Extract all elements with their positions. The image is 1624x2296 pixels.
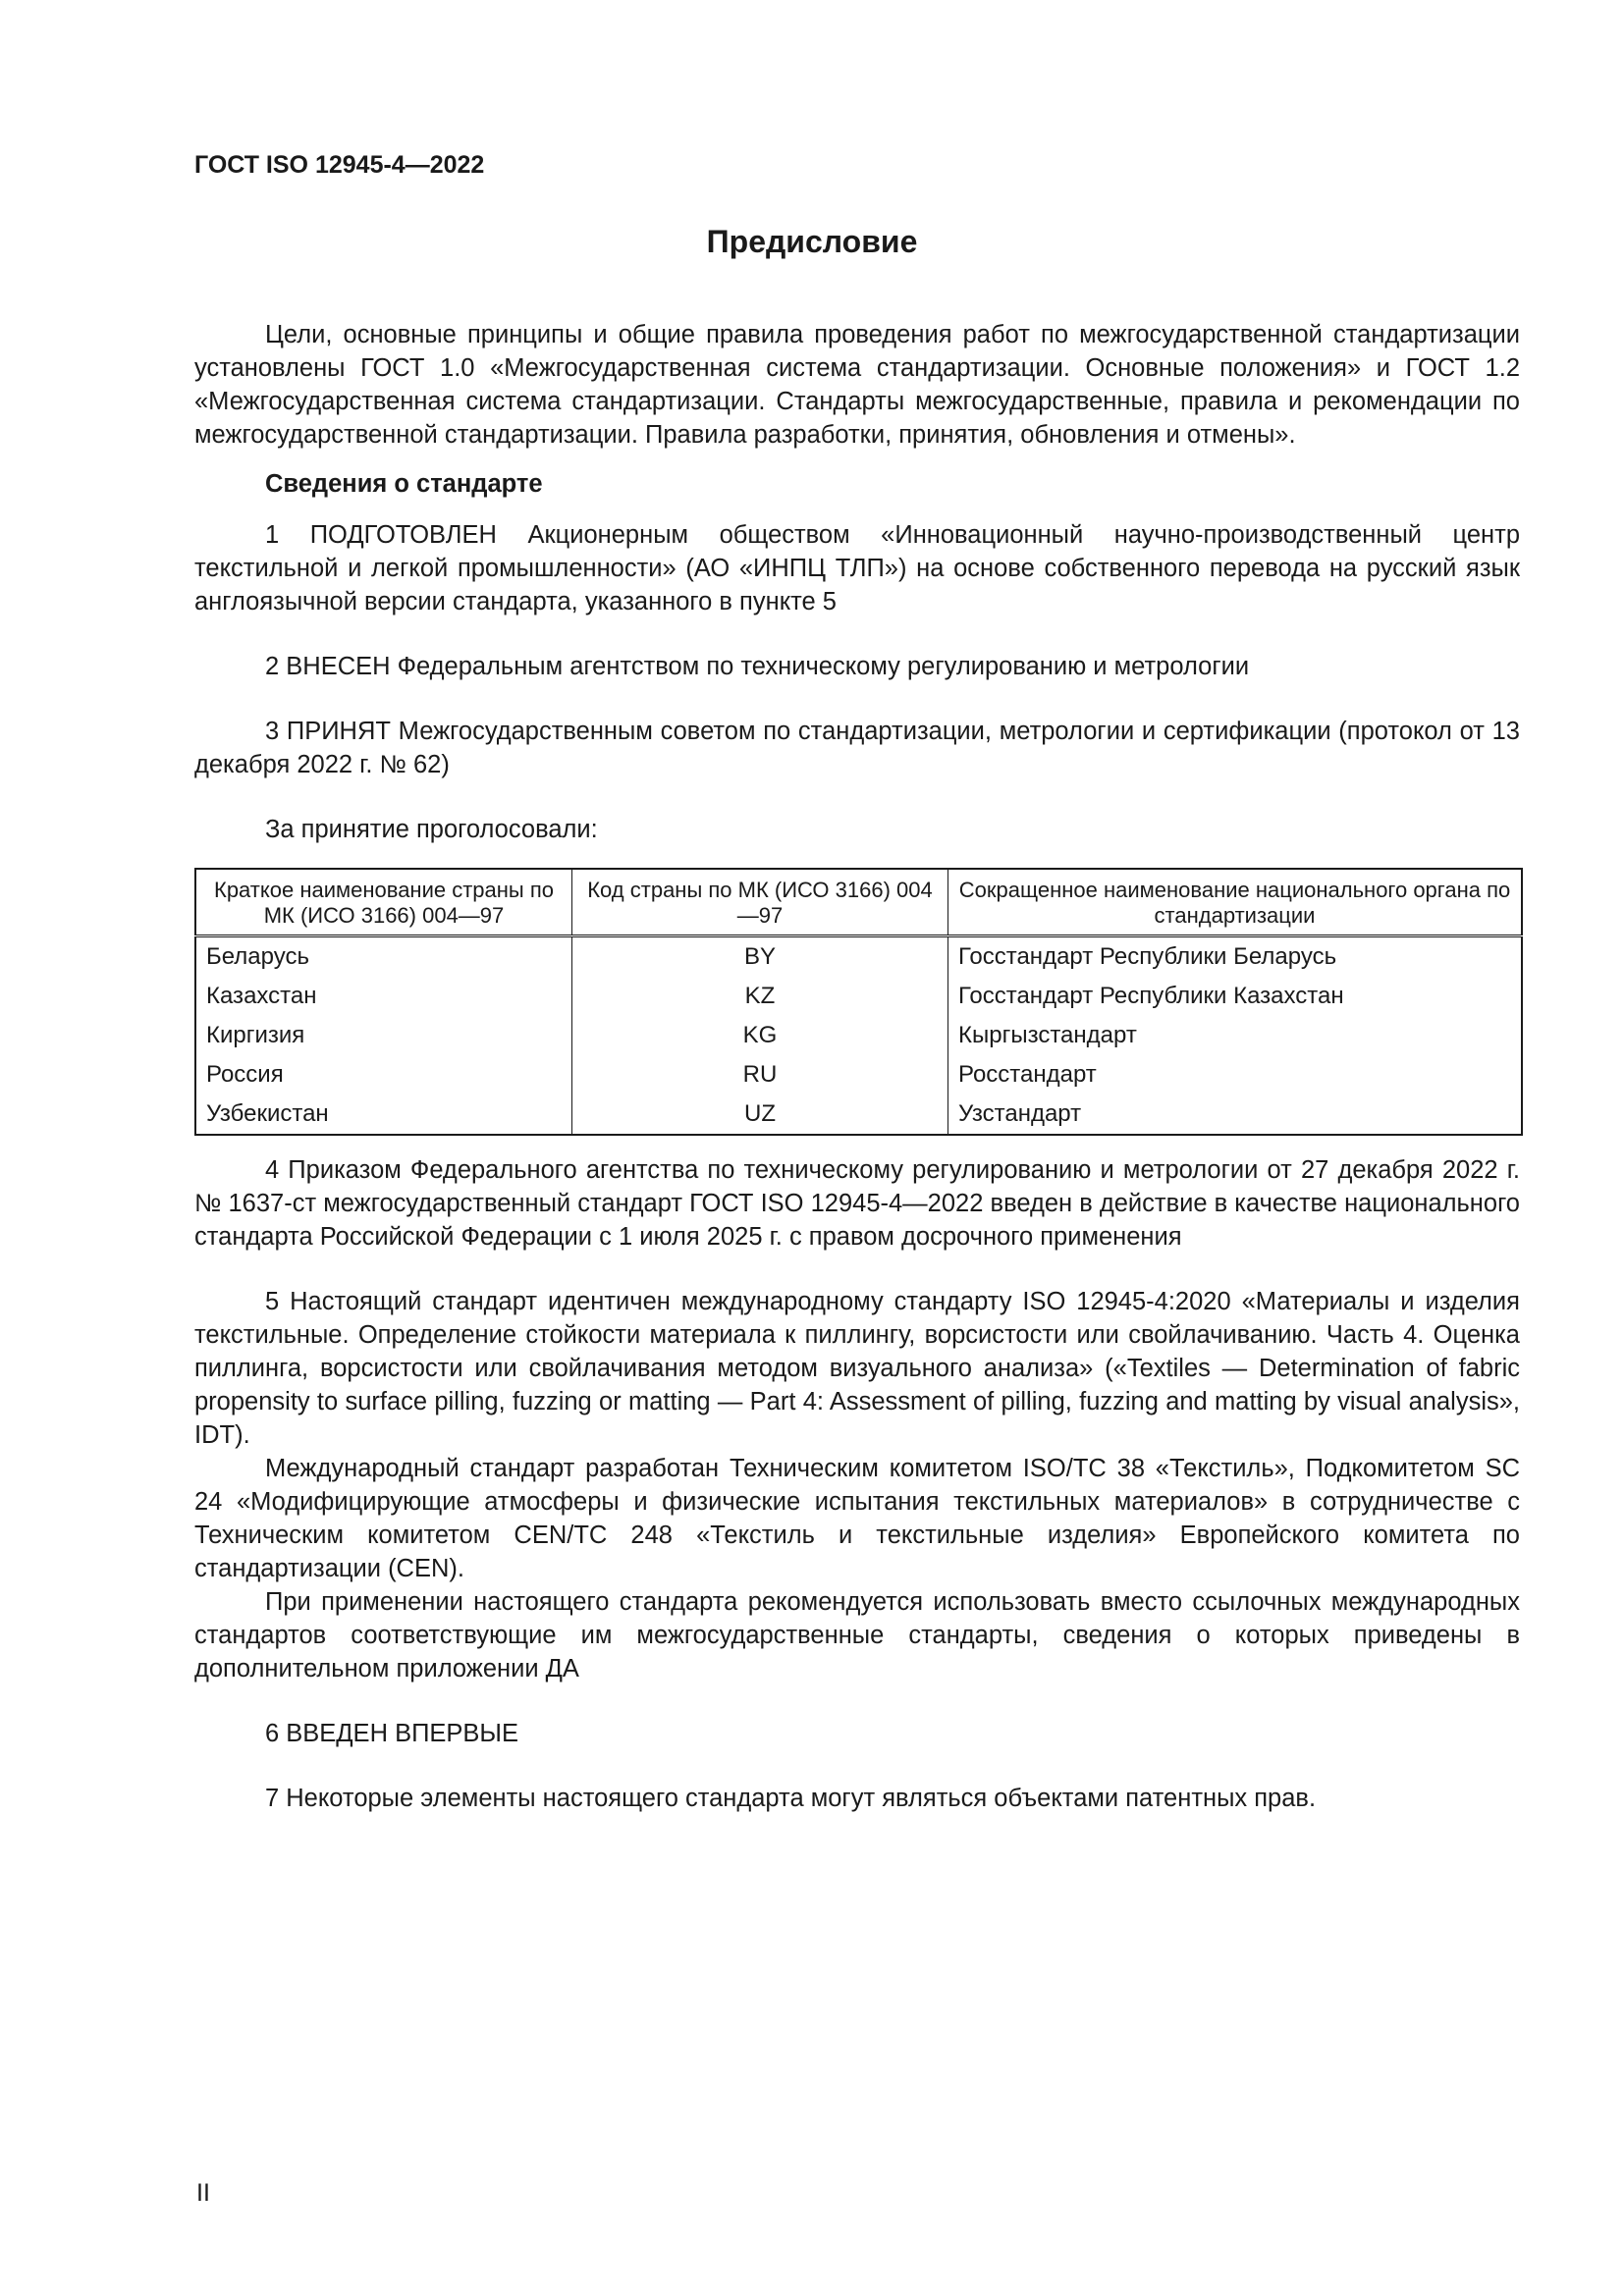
item-1-prepared: 1 ПОДГОТОВЛЕН Акционерным обществом «Инновационный научно-производственный центр текстильной и легкой промышленности» (АО «ИНПЦ ТЛП») на основе собственного перевода на русский язык англоязычной версии стандарта, указанного в пункте 5: [194, 521, 1520, 615]
document-body: [194, 318, 1520, 1815]
item-5-committee: Международный стандарт разработан Техническим комитетом ISO/TC 38 «Текстиль», Подкомитетом SC 24 «Модифицирующие атмосферы и физические испытания текстильных материалов» в сотрудничестве с Техническим комитетом CEN/TC 248 «Текстиль и текстильные изделия» Европейского комитета по стандартизации (CEN).: [194, 1455, 1520, 1582]
country-code: KZ: [572, 977, 948, 1016]
intro-paragraph: Цели, основные принципы и общие правила проведения работ по межгосударственной стандартизации установлены ГОСТ 1.0 «Межгосударственная система стандартизации. Основные положения» и ГОСТ 1.2 «Межгосударственная система стандартизации. Стандарты межгосударственные, правила и рекомендации по межгосударственной стандартизации. Правила разработки, принятия, обновления и отмены».: [194, 321, 1520, 449]
table-row: [195, 1055, 1522, 1095]
column-header-country: Краткое наименование страны по МК (ИСО 3166) 004—97: [195, 869, 572, 936]
item-5-references: При применении настоящего стандарта рекомендуется использовать вместо ссылочных международных стандартов соответствующие им межгосударственные стандарты, сведения о которых приведены в дополнительном приложении ДА: [194, 1588, 1520, 1682]
standards-body: Кыргызстандарт: [948, 1016, 1523, 1055]
standards-body: Узстандарт: [948, 1095, 1523, 1135]
standards-body: Росстандарт: [948, 1055, 1523, 1095]
item-3-adopted: 3 ПРИНЯТ Межгосударственным советом по стандартизации, метрологии и сертификации (протокол от 13 декабря 2022 г. № 62): [194, 718, 1520, 778]
table-row: [195, 1016, 1522, 1055]
country-code: BY: [572, 936, 948, 978]
country-code: UZ: [572, 1095, 948, 1135]
item-4-order: 4 Приказом Федерального агентства по техническому регулированию и метрологии от 27 декабря 2022 г. № 1637-ст межгосударственный стандарт ГОСТ ISO 12945-4—2022 введен в действие в качестве национального стандарта Российской Федерации с 1 июля 2025 г. с правом досрочного применения: [194, 1156, 1520, 1251]
item-7-patents: 7 Некоторые элементы настоящего стандарта могут являться объектами патентных прав.: [265, 1785, 1317, 1812]
table-row: [195, 1095, 1522, 1135]
page-title: Предисловие: [706, 224, 918, 259]
item-6-first-introduced: 6 ВВЕДЕН ВПЕРВЫЕ: [265, 1720, 519, 1747]
item-2-submitted: 2 ВНЕСЕН Федеральным агентством по техническому регулированию и метрологии: [265, 653, 1250, 680]
country-name: Киргизия: [195, 1016, 572, 1055]
table-row: [195, 936, 1522, 978]
country-name: Россия: [195, 1055, 572, 1095]
column-header-body: Сокращенное наименование национального органа по стандартизации: [948, 869, 1523, 936]
document-code-header: ГОСТ ISO 12945-4—2022: [194, 151, 485, 179]
country-code: RU: [572, 1055, 948, 1095]
standards-body: Госстандарт Республики Беларусь: [948, 936, 1523, 978]
column-header-code: Код страны по МК (ИСО 3166) 004—97: [572, 869, 948, 936]
country-code: KG: [572, 1016, 948, 1055]
standards-body: Госстандарт Республики Казахстан: [948, 977, 1523, 1016]
country-name: Казахстан: [195, 977, 572, 1016]
item-5-identical: 5 Настоящий стандарт идентичен международному стандарту ISO 12945-4:2020 «Материалы и изделия текстильные. Определение стойкости материала к пиллингу, ворсистости или свойлачиванию. Часть 4. Оценка пиллинга, ворсистости или свойлачивания методом визуального анализа» («Textiles — Determination of fabric propensity to surface pilling, fuzzing or matting — Part 4: Assessment of pilling, fuzzing and matting by visual analysis», IDT).: [194, 1288, 1520, 1449]
voted-label: За принятие проголосовали:: [265, 816, 598, 843]
table-header-row: [195, 869, 1522, 936]
voting-countries-table: [194, 868, 1523, 1136]
page-number: II: [196, 2179, 210, 2207]
country-name: Беларусь: [195, 936, 572, 978]
country-name: Узбекистан: [195, 1095, 572, 1135]
standard-info-heading: Сведения о стандарте: [265, 470, 543, 498]
table-row: [195, 977, 1522, 1016]
